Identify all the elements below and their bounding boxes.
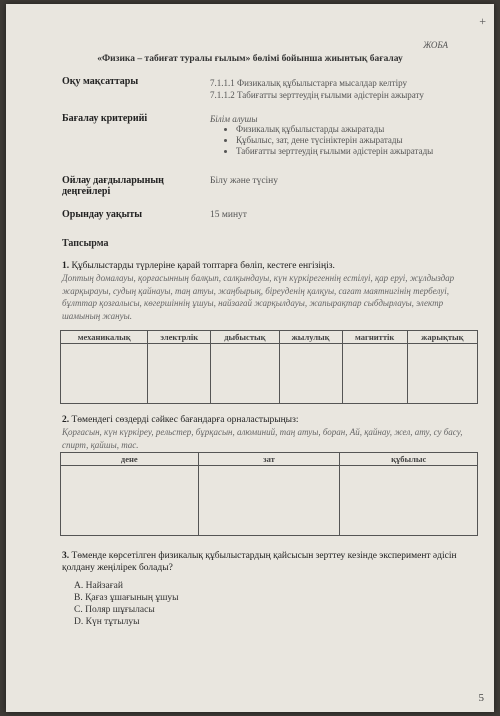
question-3-number: 3. xyxy=(62,551,70,561)
column-header: жарықтық xyxy=(407,331,477,344)
column-header: электрлік xyxy=(148,331,211,344)
column-header: дыбыстық xyxy=(211,331,279,344)
time-label: Орындау уақыты xyxy=(62,209,143,220)
question-2 xyxy=(62,414,478,426)
option-b[interactable]: B. Қағаз ұшағының ұшуы xyxy=(74,593,179,603)
answer-cell[interactable] xyxy=(61,466,199,536)
answer-cell[interactable] xyxy=(198,466,340,536)
column-header: дене xyxy=(61,453,199,466)
criteria-block xyxy=(210,114,480,157)
column-header: зат xyxy=(198,453,340,466)
question-1-number: 1. xyxy=(62,261,70,271)
answer-cell[interactable] xyxy=(342,344,407,404)
criteria-item: • Құбылыс, зат, дене түсініктерін ажыратады xyxy=(236,135,480,146)
classification-table xyxy=(60,452,478,536)
question-3 xyxy=(62,550,480,574)
criteria-item: • Физикалық құбылыстарды ажыратады xyxy=(236,124,480,135)
phenomena-table xyxy=(60,330,478,404)
page-number: 5 xyxy=(478,692,484,704)
question-2-number: 2. xyxy=(62,415,70,425)
column-header: механикалық xyxy=(61,331,148,344)
criteria-label: Бағалау критерийі xyxy=(62,113,148,124)
page-title: «Физика – табиғат туралы ғылым» бөлімі бойынша жиынтық бағалау xyxy=(97,54,403,64)
question-2-text: Төмендегі сөздерді сәйкес бағандарға орналастырыңыз: xyxy=(71,415,299,425)
answer-cell[interactable] xyxy=(407,344,477,404)
objectives-label: Оқу мақсаттары xyxy=(62,76,139,87)
corner-mark: + xyxy=(479,14,486,28)
column-header: жылулық xyxy=(279,331,342,344)
question-2-words: Қорғасын, күн күркіреу, рельстер, бұрқасын, алюминий, таң атуы, боран, Ай, қайнау, жел, ату, су басу, спирт, қайшы, тас. xyxy=(62,427,463,450)
column-header: құбылыс xyxy=(340,453,478,466)
answer-cell[interactable] xyxy=(279,344,342,404)
answer-cell[interactable] xyxy=(211,344,279,404)
thinking-level-value: Білу және түсіну xyxy=(210,176,279,186)
question-3-text: Төменде көрсетілген физикалық құбылыстардың қайсысын зерттеу кезінде эксперимент әдісін қолдану жеңілірек болады? xyxy=(62,551,457,573)
task-heading: Тапсырма xyxy=(62,238,109,249)
column-header: магниттік xyxy=(342,331,407,344)
option-c[interactable]: C. Поляр шұғыласы xyxy=(74,605,155,615)
option-a[interactable]: A. Найзағай xyxy=(74,581,123,591)
draft-label: ЖОБА xyxy=(423,40,448,50)
time-value: 15 минут xyxy=(210,210,247,220)
answer-cell[interactable] xyxy=(340,466,478,536)
question-1 xyxy=(62,260,478,272)
criteria-item: • Табиғатты зерттеудің ғылыми әдістерін ажыратады xyxy=(236,146,480,157)
question-1-words: Доптың домалауы, қорғасынның балқып, салқындауы, күн күркірегеннің естілуі, қар еруі, жұлдыздар жарқырауы, судың қайнауы, таң атуы, жаңбырық, біреуденің қалқуы, сағат маятнигінің тербелуі, бұлттар қозғалысы, көгершіннің ұшуы, найзағай жарқылдауы, жапырақтар сыбдырлауы, электр шамының жануы. xyxy=(62,273,455,321)
answer-cell[interactable] xyxy=(61,344,148,404)
option-d[interactable]: D. Күн тұтылуы xyxy=(74,617,140,627)
objective-1: 7.1.1.1 Физикалық құбылыстарға мысалдар келтіру xyxy=(210,78,407,88)
answer-options xyxy=(74,580,179,628)
objective-2: 7.1.1.2 Табиғатты зерттеудің ғылыми әдістерін ажырату xyxy=(210,90,424,100)
thinking-level-label: Ойлау дағдыларының деңгейлері xyxy=(62,175,164,197)
criteria-list xyxy=(210,124,480,157)
worksheet-page xyxy=(6,4,494,712)
question-1-text: Құбылыстарды түрлеріне қарай топтарға бөліп, кестеге енгізіңіз. xyxy=(71,261,335,271)
answer-cell[interactable] xyxy=(148,344,211,404)
criteria-intro: Білім алушы xyxy=(210,114,258,124)
